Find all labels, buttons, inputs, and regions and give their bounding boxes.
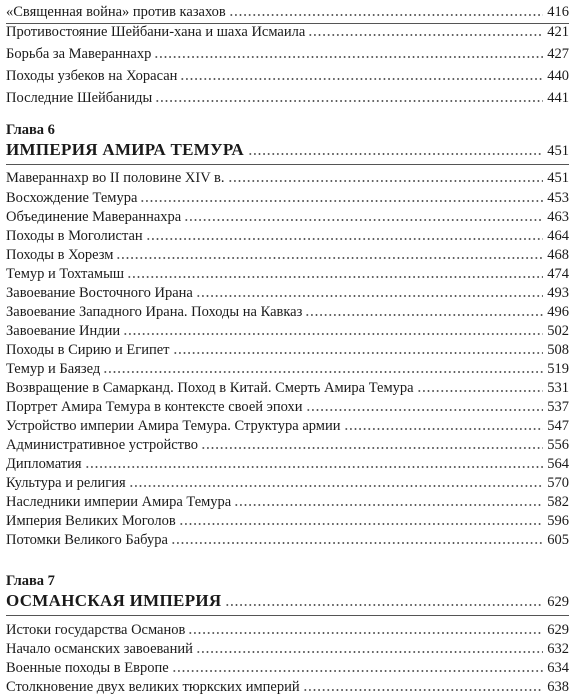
entry-page: 463: [547, 209, 569, 225]
entry-page: 416: [547, 4, 569, 20]
entry-title: Культура и религия: [6, 475, 126, 491]
entry-title: Походы в Моголистан: [6, 228, 143, 244]
toc-entry: [6, 4, 569, 20]
toc-entry: [6, 285, 569, 301]
toc-entry: [6, 170, 569, 186]
entry-title: Походы в Сирию и Египет: [6, 342, 170, 358]
dot-leader: [201, 446, 543, 450]
entry-title: Противостояние Шейбани-хана и шаха Исмаила: [6, 24, 306, 40]
toc-entry: [6, 660, 569, 676]
entry-title: Возвращение в Самарканд. Поход в Китай. Смерть Амира Темура: [6, 380, 414, 396]
entry-title: Потомки Великого Бабура: [6, 532, 168, 548]
toc-entry: [6, 342, 569, 358]
toc-entry: [6, 399, 569, 415]
entry-title: Темур и Тохтамыш: [6, 266, 125, 282]
entry-page: 453: [547, 190, 569, 206]
entry-page: 441: [547, 90, 569, 106]
dot-leader: [248, 152, 543, 156]
entry-title: Завоевание Восточного Ирана: [6, 285, 193, 301]
chapter-page: 451: [547, 143, 569, 159]
toc-entry: [6, 622, 569, 638]
toc-entry: [6, 641, 569, 657]
entry-page: 632: [547, 641, 569, 657]
entry-page: 531: [547, 380, 569, 396]
entry-title: Борьба за Мавераннахр: [6, 46, 152, 62]
chapter-label: Глава 6: [6, 122, 55, 138]
toc-entry: [6, 190, 569, 206]
dot-leader: [103, 370, 543, 374]
entry-title: Завоевание Индии: [6, 323, 121, 339]
entry-title: Походы в Хорезм: [6, 247, 114, 263]
dot-leader: [172, 669, 543, 673]
entry-page: 582: [547, 494, 569, 510]
entry-page: 502: [547, 323, 569, 339]
dot-leader: [225, 603, 543, 607]
dot-leader: [234, 503, 543, 507]
chapter-page: 629: [547, 594, 569, 610]
dot-leader: [179, 522, 543, 526]
toc-entry: [6, 456, 569, 472]
entry-title: Военные походы в Европе: [6, 660, 169, 676]
dot-leader: [116, 256, 543, 260]
entry-page: 638: [547, 679, 569, 695]
toc-entry: [6, 437, 569, 453]
entry-page: 570: [547, 475, 569, 491]
entry-page: 605: [547, 532, 569, 548]
chapter-heading: [6, 591, 569, 611]
dot-leader: [228, 179, 543, 183]
entry-page: 634: [547, 660, 569, 676]
entry-page: 537: [547, 399, 569, 415]
dot-leader: [229, 13, 543, 17]
dot-leader: [417, 389, 543, 393]
entry-page: 493: [547, 285, 569, 301]
entry-page: 427: [547, 46, 569, 62]
entry-title: Наследники империи Амира Темура: [6, 494, 232, 510]
entry-title: Начало османских завоеваний: [6, 641, 193, 657]
dot-leader: [127, 275, 543, 279]
chapter-heading: [6, 140, 569, 160]
entry-title: Устройство империи Амира Темура. Структура армии: [6, 418, 341, 434]
toc-entry: [6, 46, 569, 62]
toc-entry: [6, 266, 569, 282]
toc-entry: [6, 68, 569, 84]
toc-entry: [6, 513, 569, 529]
toc-entry: [6, 228, 569, 244]
dot-leader: [173, 351, 544, 355]
entry-page: 508: [547, 342, 569, 358]
entry-page: 629: [547, 622, 569, 638]
entry-title: Административное устройство: [6, 437, 198, 453]
entry-page: 564: [547, 456, 569, 472]
chapter-title: ИМПЕРИЯ АМИРА ТЕМУРА: [6, 140, 244, 159]
divider: [6, 164, 569, 165]
toc-entry: [6, 90, 569, 106]
entry-page: 547: [547, 418, 569, 434]
dot-leader: [146, 237, 543, 241]
entry-title: Мавераннахр во II половине XIV в.: [6, 170, 225, 186]
dot-leader: [85, 465, 543, 469]
chapter-title: ОСМАНСКАЯ ИМПЕРИЯ: [6, 591, 222, 610]
entry-title: Объединение Мавераннахра: [6, 209, 182, 225]
entry-title: Портрет Амира Темура в контексте своей эпохи: [6, 399, 303, 415]
toc-entry: [6, 323, 569, 339]
entry-page: 496: [547, 304, 569, 320]
dot-leader: [196, 294, 543, 298]
entry-title: Столкновение двух великих тюркских империй: [6, 679, 300, 695]
entry-page: 468: [547, 247, 569, 263]
toc-entry: [6, 679, 569, 695]
entry-title: Империя Великих Моголов: [6, 513, 176, 529]
entry-title: Восхождение Темура: [6, 190, 138, 206]
entry-page: 596: [547, 513, 569, 529]
toc-entry: [6, 418, 569, 434]
dot-leader: [306, 408, 543, 412]
entry-title: Походы узбеков на Хорасан: [6, 68, 178, 84]
chapter-label: Глава 7: [6, 573, 55, 589]
toc-entry: [6, 494, 569, 510]
dot-leader: [188, 631, 543, 635]
entry-title: «Священная война» против казахов: [6, 4, 226, 20]
dot-leader: [140, 199, 543, 203]
toc-entry: [6, 209, 569, 225]
toc-entry: [6, 532, 569, 548]
entry-page: 556: [547, 437, 569, 453]
divider: [6, 615, 569, 616]
toc-entry: [6, 24, 569, 40]
entry-page: 440: [547, 68, 569, 84]
toc-entry: [6, 247, 569, 263]
toc-entry: [6, 475, 569, 491]
toc-entry: [6, 304, 569, 320]
entry-page: 474: [547, 266, 569, 282]
dot-leader: [180, 77, 543, 81]
entry-title: Истоки государства Османов: [6, 622, 186, 638]
dot-leader: [308, 33, 543, 37]
dot-leader: [344, 427, 544, 431]
entry-page: 451: [547, 170, 569, 186]
entry-page: 421: [547, 24, 569, 40]
toc-entry: [6, 361, 569, 377]
entry-page: 464: [547, 228, 569, 244]
dot-leader: [196, 650, 543, 654]
dot-leader: [155, 99, 543, 103]
dot-leader: [154, 55, 543, 59]
dot-leader: [171, 541, 543, 545]
entry-page: 519: [547, 361, 569, 377]
entry-title: Последние Шейбаниды: [6, 90, 153, 106]
dot-leader: [184, 218, 543, 222]
dot-leader: [129, 484, 543, 488]
dot-leader: [303, 688, 543, 692]
entry-title: Дипломатия: [6, 456, 82, 472]
entry-title: Завоевание Западного Ирана. Походы на Кавказ: [6, 304, 303, 320]
dot-leader: [305, 313, 543, 317]
entry-title: Темур и Баязед: [6, 361, 101, 377]
toc-entry: [6, 380, 569, 396]
dot-leader: [123, 332, 543, 336]
